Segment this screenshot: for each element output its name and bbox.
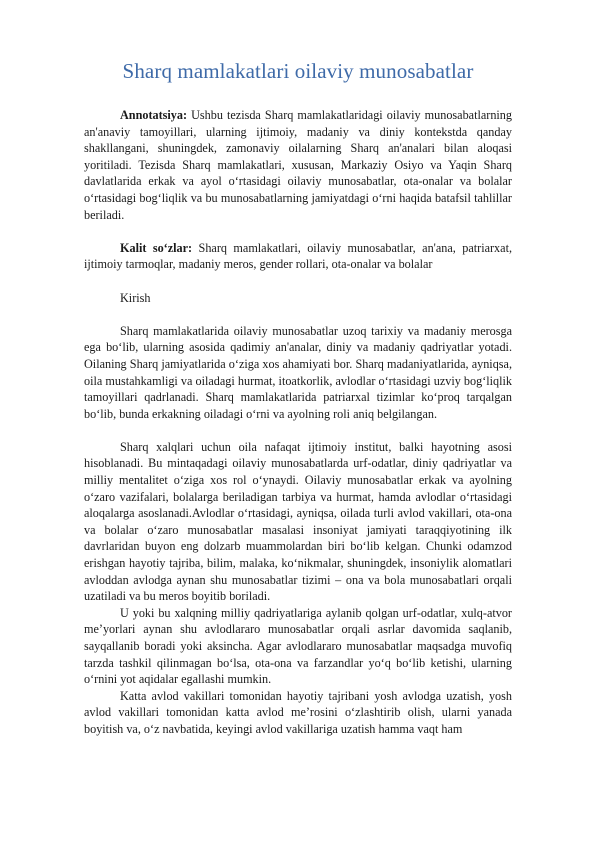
keywords-text: Sharq mamlakatlari, oilaviy munosabatlar, an'ana, patriarxat, ijtimoiy tarmoqlar, madaniy meros, gender rollari, ota-onalar va bolalar bbox=[84, 240, 512, 272]
body-paragraph: Sharq mamlakatlarida oilaviy munosabatlar uzoq tarixiy va madaniy merosga ega bo‘lib, ularning asosida qadimiy an'analar, diniy va madaniy qadriyatlar yotadi. Oilaning Sharq jamiyatlarida o‘ziga xos ahamiyati bor. Sharq madaniyatlarida, ayniqsa, oila mustahkamligi va oiladagi hurmat, itoatkorlik, avlodlar o‘rtasidagi uzviy bog‘liqlik tamoyillari qadrlanadi. Sharq mamlakatlarida patriarxal tizimlar ko‘proq tarqalgan bo‘lib, bunda erkakning oiladagi o‘rni va ayolning roli aniq belgilangan. bbox=[84, 323, 512, 421]
keywords-label: Kalit so‘zlar: bbox=[120, 240, 193, 255]
abstract-label: Annotatsiya: bbox=[120, 108, 188, 122]
abstract-paragraph bbox=[84, 107, 512, 223]
keywords-paragraph bbox=[84, 240, 512, 273]
body-paragraph: Katta avlod vakillari tomonidan hayotiy tajribani yosh avlodga uzatish, yosh avlod vakillari tomonidan katta avlod me’rosini o‘zlashtirib olish, ularni yanada boyitish va, o‘z navbatida, keyingi avlod vakillariga uzatish hamma vaqt ham bbox=[84, 688, 512, 736]
document-page bbox=[84, 57, 512, 738]
body-paragraph: U yoki bu xalqning milliy qadriyatlariga aylanib qolgan urf-odatlar, xulq-atvor me’yorlari aynan shu avlodlararo munosabatlar orqali asrlar davomida saqlanib, sayqallanib boradi yoki aksincha. Agar avlodlararo munosabatlar maqsadga muvofiq tarzda tashkil qilinmagan bo‘lsa, ota-ona va farzandlar yo‘q bo‘lib ketishi, ularning o‘rnini yot aqidalar egallashi mumkin. bbox=[84, 605, 512, 687]
document-title: Sharq mamlakatlari oilaviy munosabatlar bbox=[122, 59, 474, 83]
body-paragraph: Sharq xalqlari uchun oila nafaqat ijtimoiy institut, balki hayotning asosi hisoblanadi. Bu mintaqadagi oilaviy munosabatlarda urf-odatlar, diniy qadriyatlar va milliy mentalitet o‘ziga xos rol o‘ynaydi. Oilaviy munosabatlar erkak va ayolning o‘zaro vazifalari, bolalarga beriladigan tarbiya va hurmat, hamda avlodlar o‘rtasidagi aloqalarga asoslanadi.Avlodlar o‘rtasidagi, ayniqsa, oilada turli avlod vakillari, ota-ona va bolalar o‘zaro munosabatlar masalasi insoniyat jamiyati taraqqiyotining ilk davrlaridan buyon eng dolzarb muammolardan biri bo‘lib kelgan. Chunki odamzod erishgan hayotiy tajriba, bilim, malaka, ko‘nikmalar, shuningdek, insoniylik alomatlari avloddan avlodga aynan shu munosabatlar tizimi – ona va bola munosabatlari orqali uzatiladi va bu meros boyitib boriladi. bbox=[84, 439, 512, 604]
intro-heading: Kirish bbox=[120, 290, 151, 305]
abstract-text: Ushbu tezisda Sharq mamlakatlaridagi oilaviy munosabatlarning an'anaviy tamoyillari, ularning ijtimoiy, madaniy va diniy kontekstda qanday shakllangani, shuningdek, zamonaviy oilalarning Sharq an'analari bilan aloqasi yoritiladi. Tezisda Sharq mamlakatlari, xususan, Markaziy Osiyo va Yaqin Sharq davlatlarida erkak va ayol o‘rtasidagi oilaviy munosabatlar, ota-onalar va bolalar o‘rtasidagi bog‘liqlik va bu munosabatlarning jamiyatdagi o‘rni haqida batafsil tahlillar beriladi. bbox=[84, 108, 512, 222]
